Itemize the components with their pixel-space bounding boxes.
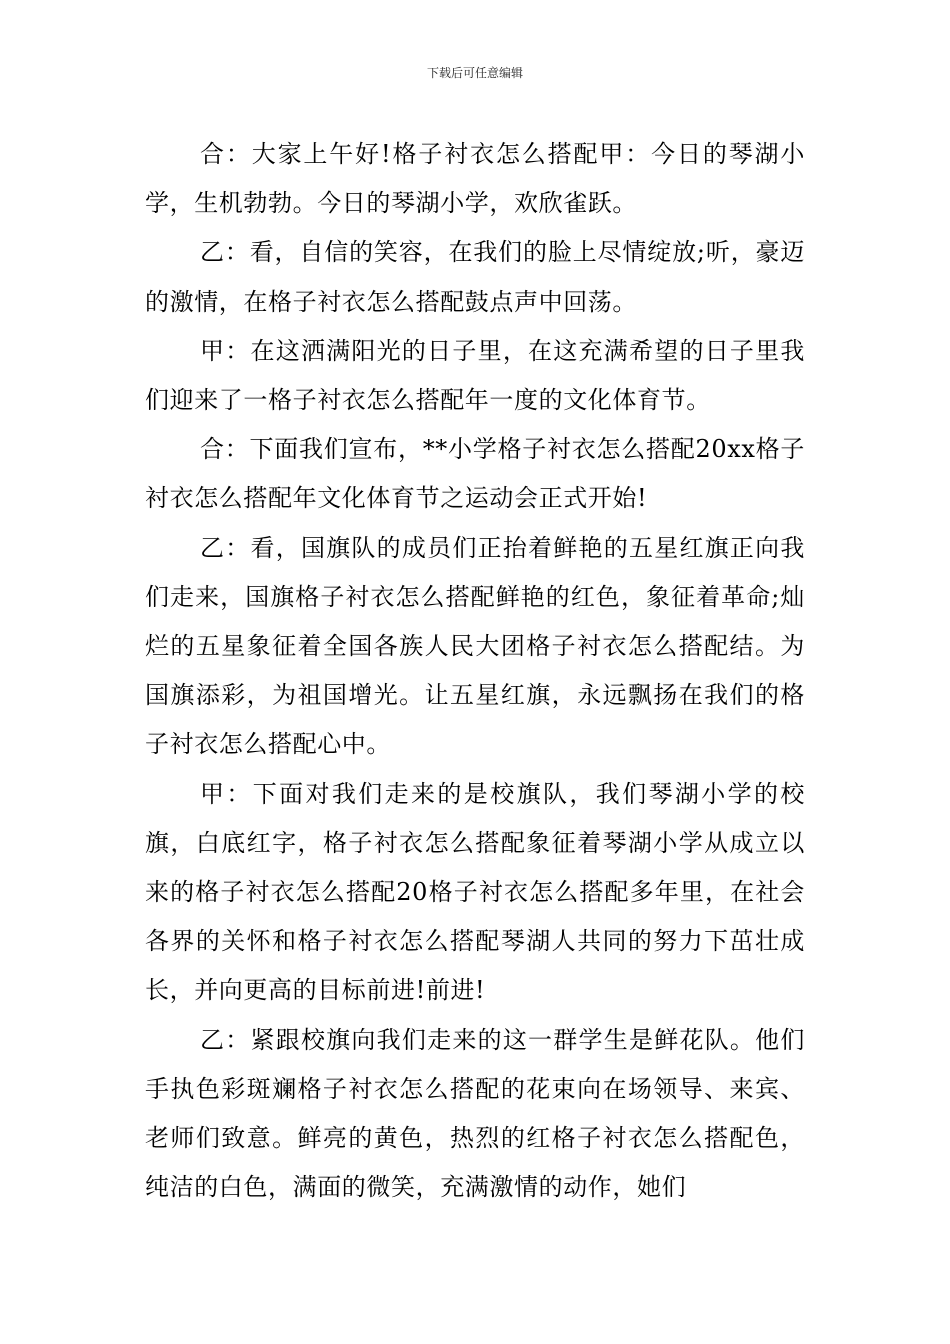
document-body bbox=[145, 130, 805, 1212]
paragraph-2: 乙：看，自信的笑容，在我们的脸上尽情绽放;听，豪迈的激情，在格子衬衣怎么搭配鼓点声中回荡。 bbox=[145, 238, 805, 316]
page-header: 下载后可任意编辑 bbox=[426, 66, 523, 80]
paragraph-5: 乙：看，国旗队的成员们正抬着鲜艳的五星红旗正向我们走来，国旗格子衬衣怎么搭配鲜艳的红色，象征着革命;灿烂的五星象征着全国各族人民大团格子衬衣怎么搭配结。为国旗添彩，为祖国增光。让五星红旗，永远飘扬在我们的格子衬衣怎么搭配心中。 bbox=[145, 533, 805, 759]
paragraph-4: 合：下面我们宣布，**小学格子衬衣怎么搭配20xx格子衬衣怎么搭配年文化体育节之运动会正式开始! bbox=[145, 435, 805, 513]
paragraph-7: 乙：紧跟校旗向我们走来的这一群学生是鲜花队。他们手执色彩斑斓格子衬衣怎么搭配的花束向在场领导、来宾、老师们致意。鲜亮的黄色，热烈的红格子衬衣怎么搭配色，纯洁的白色，满面的微笑，充满激情的动作，她们 bbox=[145, 1025, 805, 1202]
paragraph-3: 甲：在这洒满阳光的日子里，在这充满希望的日子里我们迎来了一格子衬衣怎么搭配年一度的文化体育节。 bbox=[145, 336, 805, 415]
paragraph-1: 合：大家上午好!格子衬衣怎么搭配甲：今日的琴湖小学，生机勃勃。今日的琴湖小学，欢欣雀跃。 bbox=[145, 140, 805, 218]
paragraph-6: 甲：下面对我们走来的是校旗队，我们琴湖小学的校旗，白底红字，格子衬衣怎么搭配象征着琴湖小学从成立以来的格子衬衣怎么搭配20格子衬衣怎么搭配多年里，在社会各界的关怀和格子衬衣怎么搭配琴湖人共同的努力下茁壮成长，并向更高的目标前进!前进! bbox=[145, 779, 805, 1005]
